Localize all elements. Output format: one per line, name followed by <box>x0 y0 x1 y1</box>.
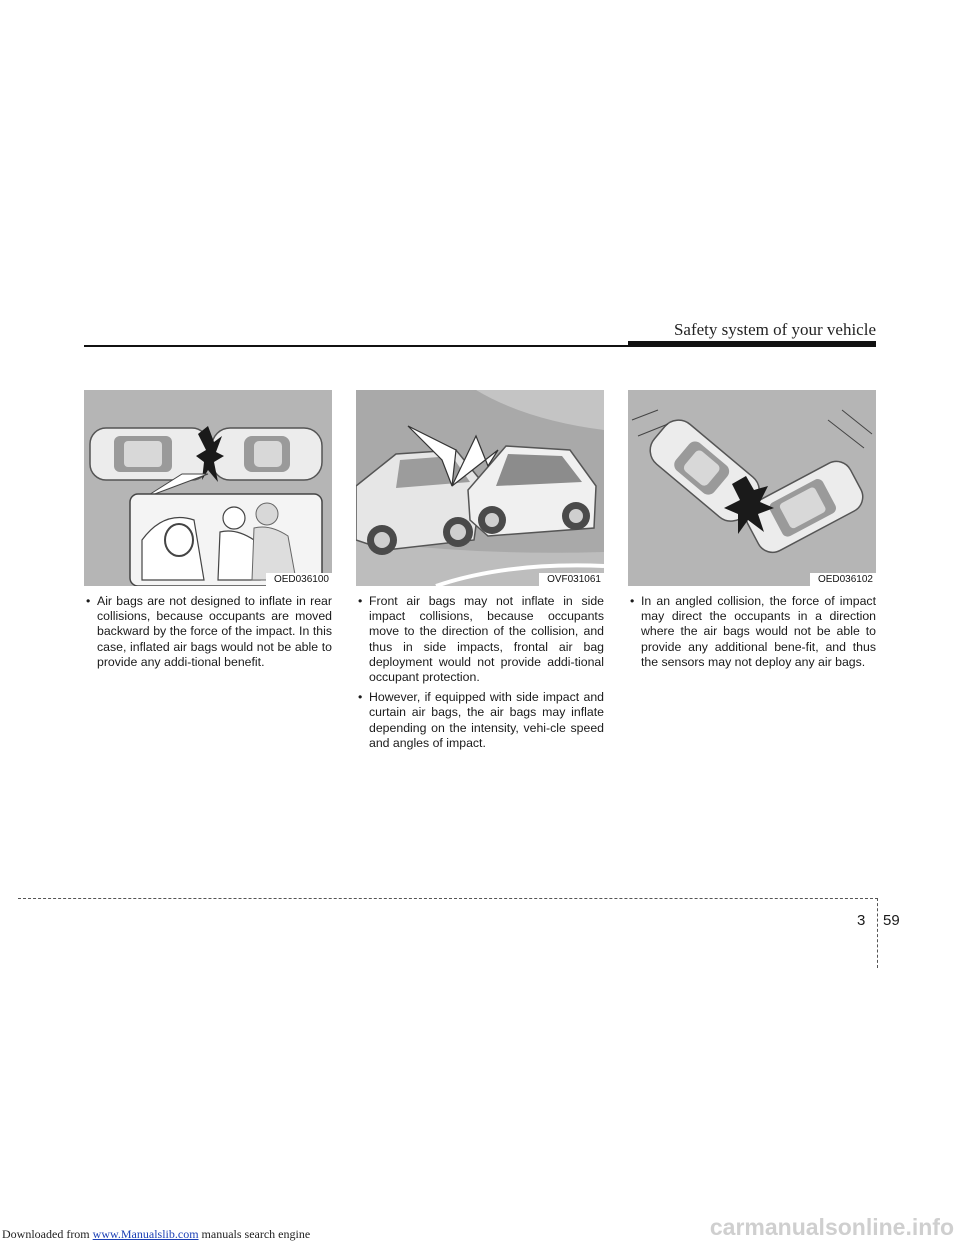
bullet-item: • However, if equipped with side impact and curtain air bags, the air bags may inflate depending on the intensity, vehi-cle speed and angles of impact. <box>356 690 604 751</box>
download-prefix: Downloaded from <box>2 1227 93 1241</box>
watermark-text: carmanualsonline.info <box>709 1214 954 1240</box>
page-number: 59 <box>883 912 900 929</box>
header-bar <box>628 341 876 347</box>
figure-code: OED036102 <box>810 573 876 586</box>
download-line <box>2 1227 310 1242</box>
figure-code: OED036100 <box>266 573 332 586</box>
chapter-number: 3 <box>857 912 866 929</box>
footer-dashed-rule <box>18 898 878 899</box>
figure-side-impact <box>356 390 604 586</box>
figure-rear-collision <box>84 390 332 586</box>
bullet-item: • In an angled collision, the force of impact may direct the occupants in a direction where the air bags would not be able to provide any additional bene-fit, and thus the sensors may not deploy any air bags. <box>628 594 876 670</box>
figure-angled-collision <box>628 390 876 586</box>
text-column-2 <box>356 594 604 756</box>
download-suffix: manuals search engine <box>198 1227 311 1241</box>
footer-vertical-dash <box>877 898 878 968</box>
text-column-1 <box>84 594 332 675</box>
figure-code: OVF031061 <box>539 573 604 586</box>
manualslib-link[interactable]: www.Manualslib.com <box>92 1227 199 1241</box>
section-title: Safety system of your vehicle <box>673 320 876 339</box>
bullet-item: • Air bags are not designed to inflate in rear collisions, because occupants are moved backward by the force of the impact. In this case, inflated air bags would not be able to provide any addi-tional benefit. <box>84 594 332 670</box>
text-column-3 <box>628 594 876 675</box>
bullet-item: • Front air bags may not inflate in side impact collisions, because occupants move to the direction of the collision, and thus in side impacts, frontal air bag deployment would not provide addi-tional occupant protection. <box>356 594 604 685</box>
